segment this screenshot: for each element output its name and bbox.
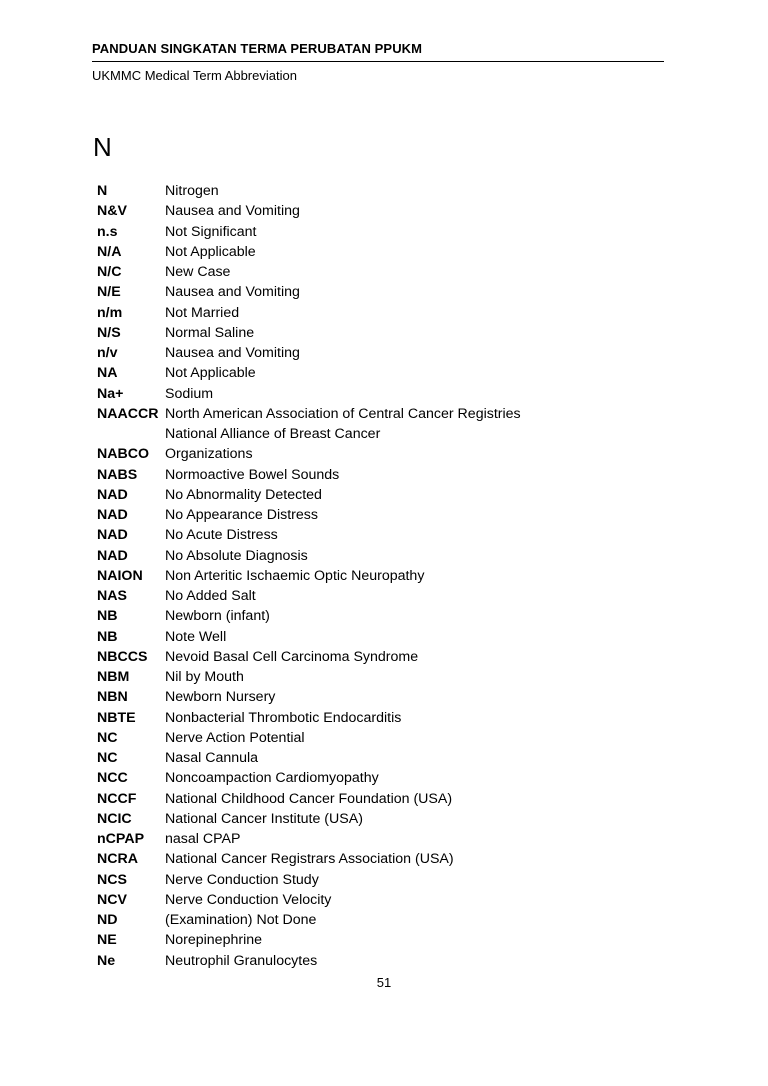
abbreviation-term: New Case (165, 264, 231, 280)
abbreviation-term: Not Applicable (165, 365, 256, 382)
abbreviation-row (97, 505, 657, 525)
abbreviation-code: NCS (97, 871, 127, 888)
abbreviation-row (97, 748, 657, 768)
abbreviation-code: NBN (97, 689, 128, 706)
abbreviation-term: nasal CPAP (165, 831, 241, 847)
abbreviation-code: NAD (97, 507, 128, 523)
abbreviation-code: NAION (97, 567, 143, 584)
abbreviation-code: n/m (97, 304, 123, 321)
abbreviation-term: No Added Salt (165, 588, 256, 604)
abbreviation-row (97, 667, 657, 687)
abbreviation-term: Nausea and Vomiting (165, 203, 300, 220)
abbreviation-code: NCCF (97, 790, 137, 807)
abbreviation-code: NC (97, 750, 118, 766)
page-number: 51 (376, 975, 392, 990)
abbreviation-row (97, 951, 657, 971)
abbreviation-row (97, 485, 657, 505)
abbreviation-code: NCC (97, 770, 128, 787)
abbreviation-term: National Childhood Cancer Foundation (USA) (165, 790, 453, 807)
abbreviation-code: NCIC (97, 810, 132, 827)
abbreviation-row (97, 262, 657, 282)
abbreviation-term: Not Significant (165, 223, 257, 240)
abbreviation-term: No Acute Distress (165, 527, 278, 544)
abbreviation-row (97, 708, 657, 728)
abbreviation-code: N (97, 183, 108, 199)
abbreviation-term: Non Arteritic Ischaemic Optic Neuropathy (165, 567, 425, 584)
abbreviation-term: Not Applicable (165, 243, 256, 260)
abbreviation-code: NBTE (97, 709, 136, 726)
abbreviation-row (97, 546, 657, 566)
abbreviation-term: Nitrogen (165, 183, 219, 199)
abbreviation-term: National Cancer Institute (USA) (165, 810, 363, 827)
abbreviation-term: No Abnormality Detected (165, 486, 322, 503)
abbreviation-term: No Appearance Distress (165, 507, 318, 523)
abbreviation-code: NE (97, 932, 117, 949)
abbreviation-row (97, 404, 657, 424)
abbreviation-row (97, 222, 657, 242)
abbreviation-row (97, 829, 657, 849)
abbreviation-row (97, 363, 657, 383)
abbreviation-code: Ne (97, 952, 116, 969)
abbreviation-term: Sodium (165, 385, 214, 402)
abbreviation-term: Nasal Cannula (165, 750, 259, 766)
abbreviation-term: Nerve Conduction Velocity (165, 891, 332, 908)
abbreviation-term: Nerve Conduction Study (165, 871, 319, 888)
abbreviation-code: NB (97, 608, 118, 625)
abbreviation-row (97, 870, 657, 890)
abbreviation-term: Note Well (165, 628, 227, 645)
abbreviation-term: North American Association of Central Cancer Registries (165, 405, 521, 422)
document-title: PANDUAN SINGKATAN TERMA PERUBATAN PPUKM (92, 41, 423, 56)
abbreviation-code: N&V (97, 203, 127, 220)
abbreviation-row (97, 323, 657, 343)
abbreviation-row (97, 303, 657, 323)
abbreviation-code: NAS (97, 588, 127, 604)
abbreviation-code: N/E (97, 284, 121, 301)
abbreviation-row (97, 647, 657, 667)
abbreviation-row (97, 465, 657, 485)
abbreviation-code: N/S (97, 324, 121, 341)
abbreviation-code: NCRA (97, 851, 138, 868)
abbreviation-code: NBM (97, 669, 130, 685)
abbreviation-row (97, 525, 657, 545)
abbreviation-row (97, 181, 657, 201)
abbreviation-code: NBCCS (97, 648, 148, 665)
abbreviation-term: National Alliance of Breast Cancer Organizations (165, 426, 381, 463)
abbreviation-code: Na+ (97, 385, 124, 402)
abbreviation-code: NC (97, 729, 118, 746)
abbreviation-row (97, 809, 657, 829)
page-header (92, 40, 664, 84)
header-divider (92, 61, 664, 62)
abbreviation-term: Noncoampaction Cardiomyopathy (165, 770, 379, 787)
abbreviation-code: NAD (97, 527, 128, 544)
abbreviation-row (97, 566, 657, 586)
abbreviation-term: Not Married (165, 304, 240, 321)
abbreviation-code: n/v (97, 345, 118, 361)
abbreviation-term: Normal Saline (165, 324, 255, 341)
abbreviation-term: Newborn (infant) (165, 608, 270, 625)
abbreviation-row (97, 384, 657, 404)
abbreviation-term: Nevoid Basal Cell Carcinoma Syndrome (165, 648, 419, 665)
abbreviation-term: Nausea and Vomiting (165, 284, 300, 301)
abbreviation-term: Norepinephrine (165, 932, 263, 949)
abbreviation-term: Nonbacterial Thrombotic Endocarditis (165, 709, 402, 726)
abbreviation-code: NA (97, 365, 118, 382)
abbreviation-row (97, 789, 657, 809)
abbreviation-code: n.s (97, 223, 118, 240)
abbreviation-row (97, 282, 657, 302)
abbreviation-code: N/A (97, 243, 122, 260)
abbreviation-term: Normoactive Bowel Sounds (165, 466, 340, 483)
abbreviation-code: N/C (97, 264, 122, 280)
abbreviation-code: nCPAP (97, 831, 145, 847)
abbreviation-code: NABS (97, 466, 138, 483)
abbreviation-row (97, 910, 657, 930)
abbreviation-row (97, 728, 657, 748)
abbreviation-term: Newborn Nursery (165, 689, 276, 706)
abbreviation-row (97, 343, 657, 363)
abbreviation-row (97, 849, 657, 869)
abbreviation-row (97, 606, 657, 626)
abbreviation-term: National Cancer Registrars Association (USA) (165, 851, 454, 868)
abbreviation-row (97, 586, 657, 606)
abbreviation-code: NABCO (97, 446, 150, 463)
abbreviation-row (97, 242, 657, 262)
abbreviation-code: NAD (97, 547, 128, 564)
abbreviation-code: NB (97, 628, 118, 645)
abbreviation-term: Nil by Mouth (165, 669, 244, 685)
abbreviation-row (97, 627, 657, 647)
abbreviation-code: ND (97, 912, 118, 928)
abbreviation-term: No Absolute Diagnosis (165, 547, 308, 564)
abbreviation-row (97, 687, 657, 707)
abbreviation-code: NCV (97, 891, 127, 908)
abbreviation-term: Neutrophil Granulocytes (165, 952, 318, 969)
abbreviation-row (97, 201, 657, 221)
section-heading: N (93, 132, 112, 162)
abbreviation-row (97, 890, 657, 910)
abbreviation-row (97, 768, 657, 788)
abbreviation-row (97, 424, 657, 465)
abbreviation-term: Nerve Action Potential (165, 729, 305, 746)
abbreviation-code: NAACCR (97, 405, 159, 422)
abbreviation-term: Nausea and Vomiting (165, 345, 300, 361)
document-subtitle: UKMMC Medical Term Abbreviation (92, 68, 297, 83)
abbreviation-term: (Examination) Not Done (165, 912, 317, 928)
abbreviation-list (97, 181, 657, 971)
abbreviation-row (97, 930, 657, 950)
abbreviation-code: NAD (97, 486, 128, 503)
